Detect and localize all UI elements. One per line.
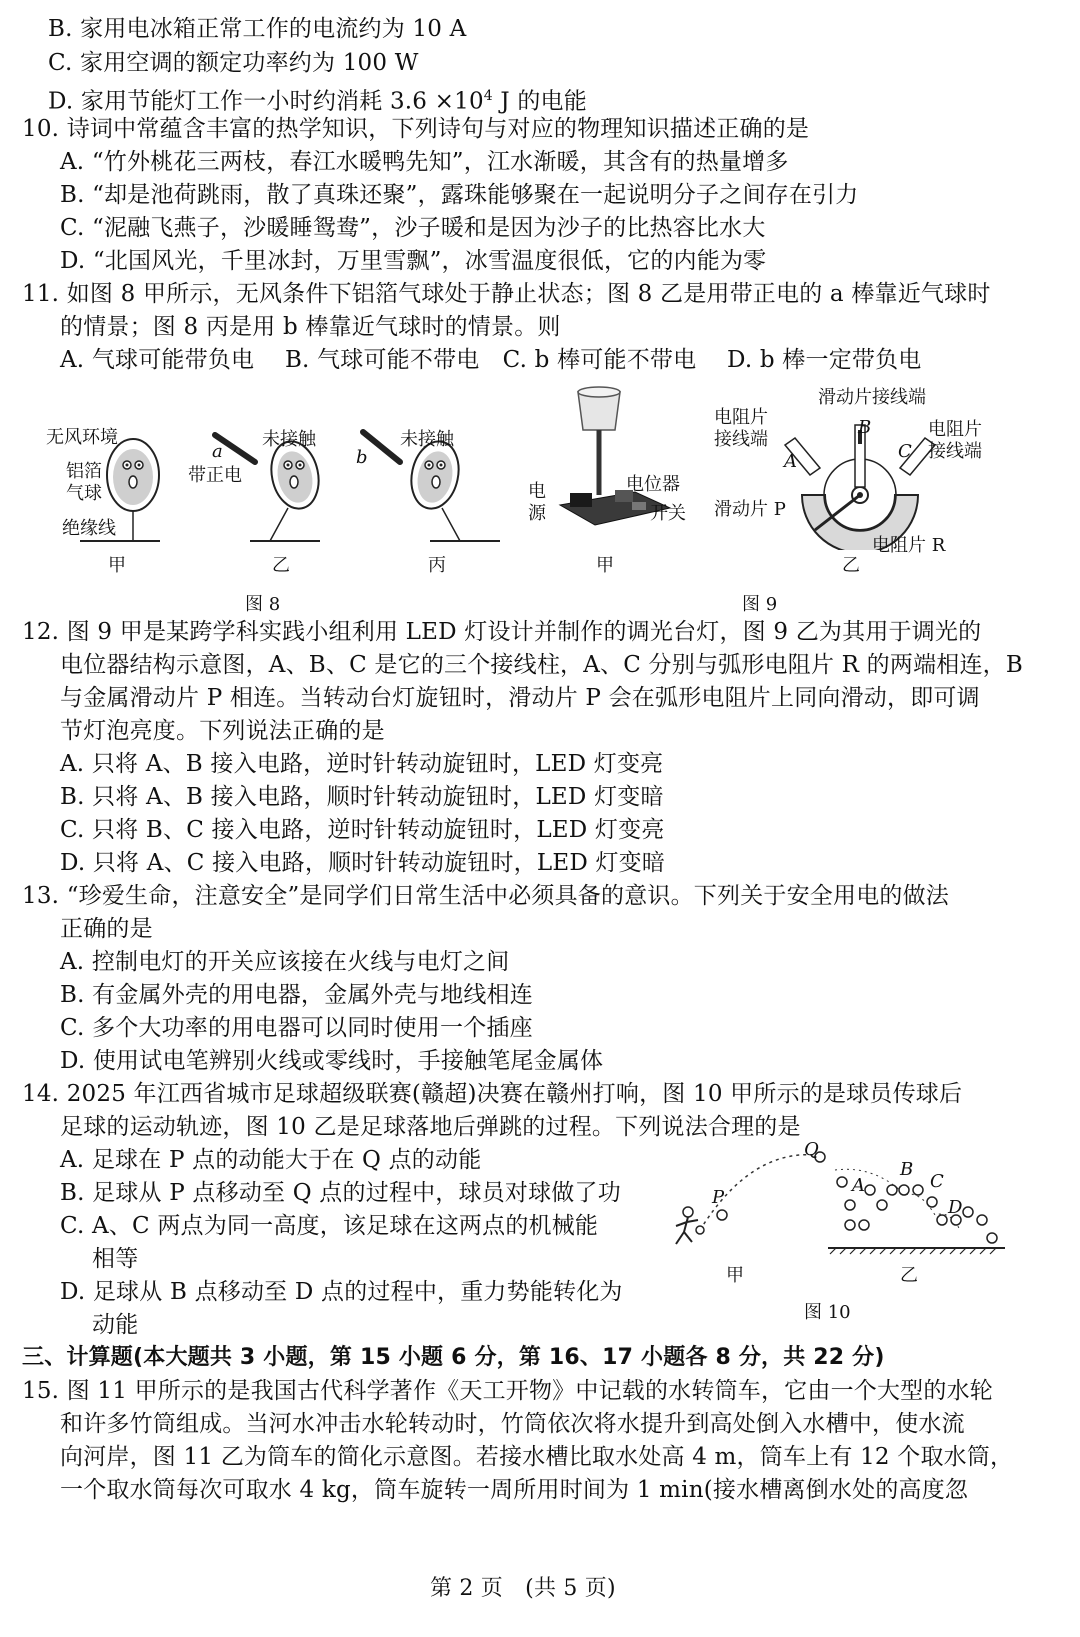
fig9-slider-terminal-label: 滑动片接线端 (818, 387, 926, 408)
fig9-resistor-label: 电阻片 R (872, 535, 946, 556)
fig8-caption: 图 8 (245, 594, 281, 615)
fig8-insulator-label: 绝缘线 (62, 518, 116, 539)
option-line: B. 足球从 P 点移动至 Q 点的过程中，球员对球做了功 (60, 1180, 621, 1206)
question-12-stem: 12. 图 9 甲是某跨学科实践小组利用 LED 灯设计并制作的调光台灯，图 9 乙为其用于调光的 (22, 619, 982, 645)
figure-9-lamp (520, 380, 720, 555)
option-line: C. “泥融飞燕子，沙暖睡鸳鸯”，沙子暖和是因为沙子的比热容比水大 (60, 215, 766, 241)
fig10-yi-label: 乙 (900, 1265, 918, 1286)
question-14-stem: 14. 2025 年江西省城市足球超级联赛(赣超)决赛在赣州打响，图 10 甲所示的是球员传球后 (22, 1081, 963, 1107)
figure-9-potentiometer (780, 417, 940, 550)
question-12-stem-cont: 与金属滑动片 P 相连。当转动台灯旋钮时，滑动片 P 会在弧形电阻片上同向滑动，即可调 (60, 685, 980, 711)
option-line: B. “却是池荷跳雨，散了真珠还聚”，露珠能够聚在一起说明分子之间存在引力 (60, 182, 859, 208)
fig10-trajectory (676, 1152, 825, 1244)
option-line: D. “北国风光，千里冰封，万里雪飘”，冰雪温度很低，它的内能为零 (60, 248, 767, 274)
question-11-stem-cont: 的情景；图 8 丙是用 b 棒靠近气球时的情景。则 (60, 314, 561, 340)
option-line: C. 多个大功率的用电器可以同时使用一个插座 (60, 1015, 533, 1041)
fig9-terminal-c-label: C (898, 441, 912, 462)
option-line: A. 足球在 P 点的动能大于在 Q 点的动能 (60, 1147, 482, 1173)
fig9-terminal-b-label: B (858, 417, 872, 438)
figure-10 (660, 1140, 1060, 1290)
fig10-point-p-label: P (712, 1187, 725, 1208)
question-13-stem-cont: 正确的是 (60, 916, 153, 942)
question-14-stem-cont: 足球的运动轨迹，图 10 乙是足球落地后弹跳的过程。下列说法合理的是 (60, 1114, 801, 1140)
fig8-positive-label: 带正电 (188, 465, 242, 486)
fig8-balloon-yi (215, 435, 325, 541)
option-line: B. 家用电冰箱正常工作的电流约为 10 A (48, 16, 467, 42)
option-line: D. 足球从 B 点移动至 D 点的过程中，重力势能转化为 (60, 1279, 623, 1305)
option-line (48, 81, 587, 117)
question-10-stem: 10. 诗词中常蕴含丰富的热学知识，下列诗句与对应的物理知识描述正确的是 (22, 116, 810, 142)
option-line: B. 只将 A、B 接入电路，顺时针转动旋钮时，LED 灯变暗 (60, 784, 664, 810)
option-line: C. 只将 B、C 接入电路，逆时针转动旋钮时，LED 灯变亮 (60, 817, 665, 843)
option-line: D. 只将 A、C 接入电路，顺时针转动旋钮时，LED 灯变暗 (60, 850, 666, 876)
fig9-yi-label: 乙 (842, 555, 860, 576)
fig8-jia-label: 甲 (108, 555, 126, 576)
fig9-res-terminal-left-1: 电阻片 (714, 407, 768, 428)
question-11-stem: 11. 如图 8 甲所示，无风条件下铝箔气球处于静止状态；图 8 乙是用带正电的 a 棒靠近气球时 (22, 281, 991, 307)
fig8-rod-a-label: a (212, 441, 223, 462)
section-heading: 三、计算题(本大题共 3 小题，第 15 小题 6 分，第 16、17 小题各 8 分，共 22 分) (22, 1345, 885, 1370)
fig8-no-contact-label: 未接触 (262, 429, 316, 450)
fig9-switch-label: 开关 (650, 503, 686, 524)
fig8-bing-label: 丙 (428, 555, 446, 576)
option-line: C. A、C 两点为同一高度，该足球在这两点的机械能 (60, 1213, 599, 1239)
fig9-slider-label: 滑动片 P (714, 499, 786, 520)
fig10-point-d-label: D (948, 1197, 963, 1218)
fig9-res-terminal-right-1: 电阻片 (928, 419, 982, 440)
fig8-foil-label: 铝箔 (66, 461, 102, 482)
question-11-options: A. 气球可能带负电 B. 气球可能不带电 C. b 棒可能不带电 D. b 棒一定带负电 (60, 347, 922, 373)
option-line-cont: 相等 (92, 1246, 139, 1272)
figure-8 (30, 390, 520, 615)
question-12-stem-cont: 节灯泡亮度。下列说法正确的是 (60, 718, 385, 744)
question-15-stem: 15. 图 11 甲所示的是我国古代科学著作《天工开物》中记载的水转筒车，它由一个大型的水轮 (22, 1378, 993, 1404)
fig8-yi-label: 乙 (272, 555, 290, 576)
option-line-tail: J 的电能 (492, 88, 587, 115)
fig10-point-b-label: B (900, 1159, 914, 1180)
fig9-terminal-a-label: A (784, 451, 797, 472)
option-line: A. “竹外桃花三两枝，春江水暖鸭先知”，江水渐暖，其含有的热量增多 (60, 149, 789, 175)
fig9-power-label-2: 源 (528, 503, 546, 524)
fig9-power-label-1: 电 (528, 481, 546, 502)
fig9-potentiometer-label: 电位器 (626, 474, 680, 495)
fig10-jia-label: 甲 (726, 1265, 744, 1286)
option-line: A. 只将 A、B 接入电路，逆时针转动旋钮时，LED 灯变亮 (60, 751, 664, 777)
exponent: 4 (483, 88, 493, 104)
fig9-res-terminal-right-2: 接线端 (928, 441, 982, 462)
question-12-stem-cont: 电位器结构示意图，A、B、C 是它的三个接线柱，A、C 分别与弧形电阻片 R 的两端相连，B (60, 652, 1023, 678)
fig10-point-q-label: Q (804, 1139, 819, 1160)
fig9-res-terminal-left-2: 接线端 (714, 429, 768, 450)
question-15-stem-cont: 一个取水筒每次可取水 4 kg，筒车旋转一周所用时间为 1 min(接水槽离倒水处的高度忽 (60, 1477, 969, 1503)
fig9-jia-label: 甲 (596, 555, 614, 576)
option-line: B. 有金属外壳的用电器，金属外壳与地线相连 (60, 982, 533, 1008)
power-block (570, 493, 592, 507)
fig8-rod-b-label: b (356, 447, 368, 468)
fig8-windless-label: 无风环境 (46, 427, 118, 448)
question-15-stem-cont: 向河岸，图 11 乙为筒车的简化示意图。若接水槽比取水处高 4 m，筒车上有 12 个取水筒， (60, 1444, 1014, 1470)
option-line: C. 家用空调的额定功率约为 100 W (48, 50, 419, 76)
fig10-point-c-label: C (930, 1171, 944, 1192)
fig10-point-a-label: A (852, 1175, 865, 1196)
switch-block (632, 502, 646, 510)
question-15-stem-cont: 和许多竹筒组成。当河水冲击水轮转动时，竹筒依次将水提升到高处倒入水槽中，使水流 (60, 1411, 965, 1437)
fig8-no-contact-label-2: 未接触 (400, 429, 454, 450)
fig10-caption: 图 10 (804, 1302, 851, 1323)
question-13-stem: 13. “珍爱生命，注意安全”是同学们日常生活中必须具备的意识。下列关于安全用电的做法 (22, 883, 950, 909)
fig8-balloon-label: 气球 (66, 483, 102, 504)
page-footer: 第 2 页 (共 5 页) (430, 1576, 616, 1601)
option-line: D. 使用试电笔辨别火线或零线时，手接触笔尾金属体 (60, 1048, 604, 1074)
option-line-cont: 动能 (92, 1312, 139, 1338)
option-line-main: D. 家用节能灯工作一小时约消耗 3.6 ×10 (48, 88, 484, 115)
option-line: A. 控制电灯的开关应该接在火线与电灯之间 (60, 949, 510, 975)
fig9-caption: 图 9 (742, 594, 778, 615)
